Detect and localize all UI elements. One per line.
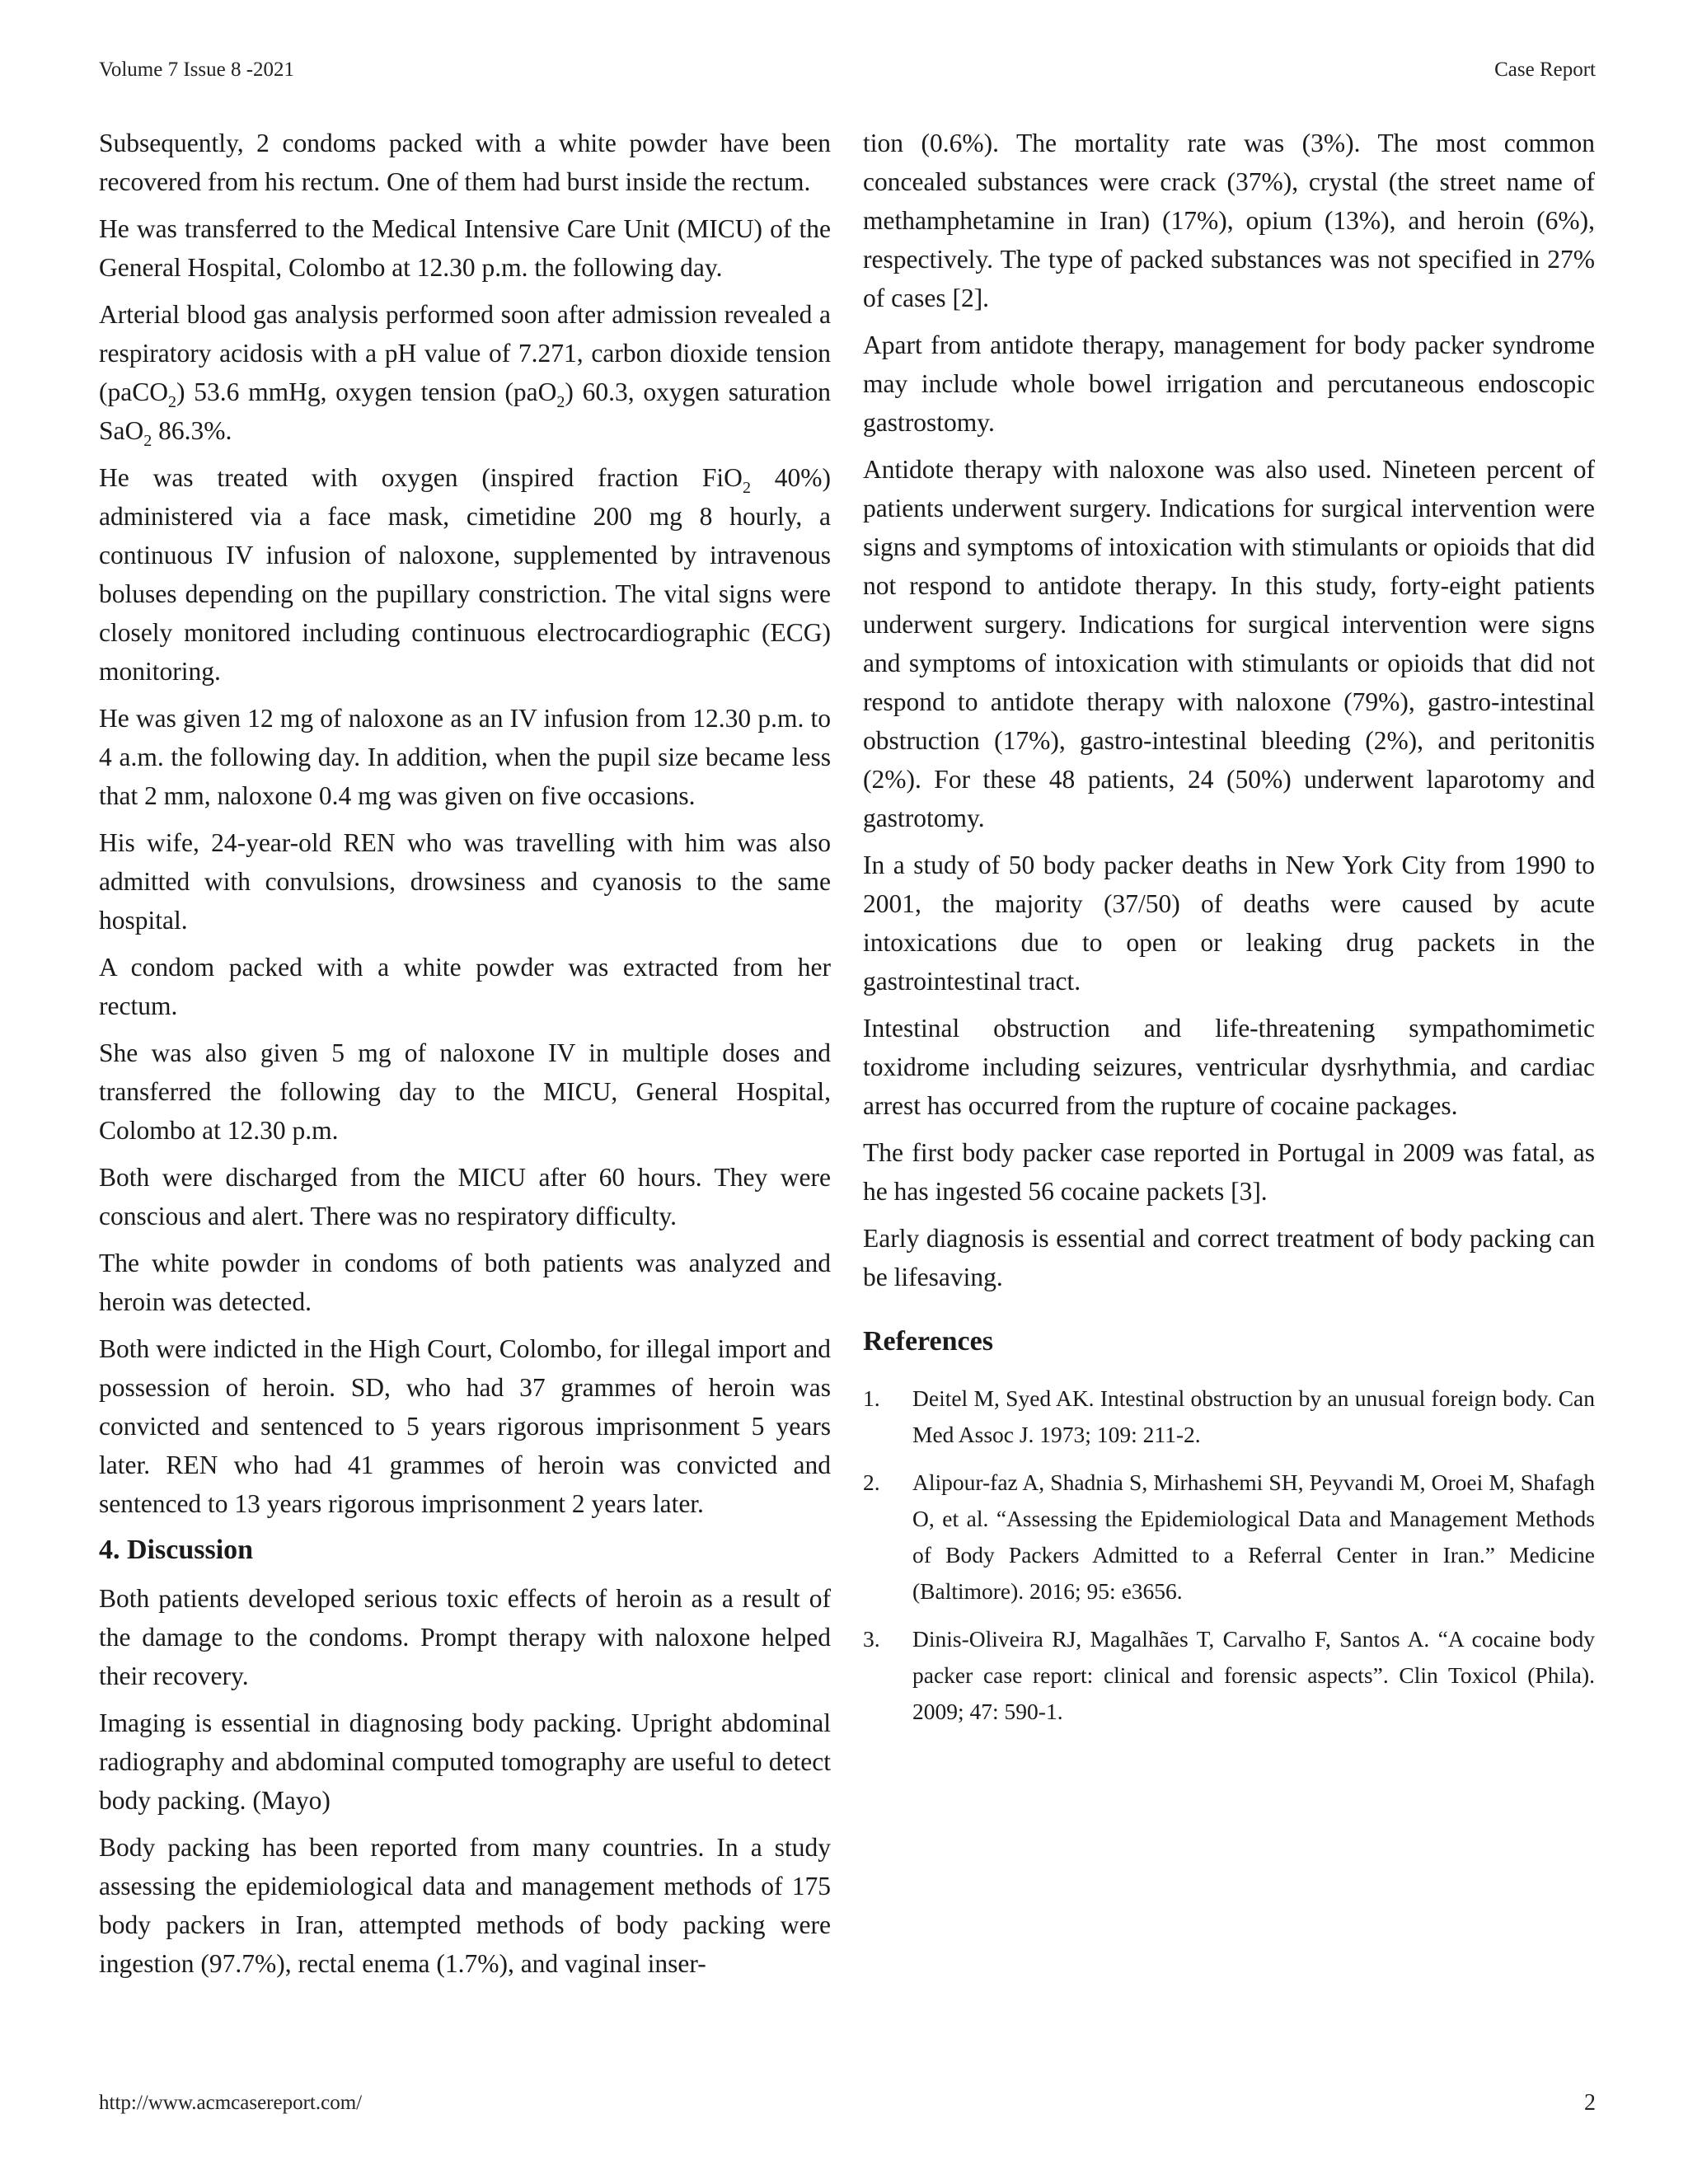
left-column: [99, 124, 831, 1991]
paragraph: A condom packed with a white powder was extracted from her rectum.: [99, 953, 831, 1020]
journal-url-link[interactable]: http://www.acmcasereport.com/: [99, 2092, 363, 2114]
paragraph: He was transferred to the Medical Intensive Care Unit (MICU) of the General Hospital, Colombo at 12.30 p.m. the following day.: [99, 214, 831, 282]
discussion-heading: 4. Discussion: [99, 1535, 254, 1565]
reference-item: [863, 1380, 1595, 1453]
reference-item: [863, 1621, 1595, 1730]
paragraph: Early diagnosis is essential and correct treatment of body packing can be lifesaving.: [863, 1224, 1595, 1291]
text-run: 86.3%.: [152, 416, 232, 445]
subscript: 2: [742, 479, 751, 497]
text-run: ) 53.6 mmHg, oxygen tension (paO: [176, 377, 557, 406]
text-run: Arterial blood gas analysis performed soon after admission revealed a respiratory acidosis with a pH value of 7.271, carbon dioxide tension (paCO: [99, 300, 831, 406]
journal-volume-issue: Volume 7 Issue 8 -2021: [99, 59, 295, 81]
paragraph: He was given 12 mg of naloxone as an IV infusion from 12.30 p.m. to 4 a.m. the following day. In addition, when the pupil size became less that 2 mm, naloxone 0.4 mg was given on five occasions.: [99, 704, 831, 810]
paragraph: Both patients developed serious toxic effects of heroin as a result of the damage to the condoms. Prompt therapy with naloxone helped their recovery.: [99, 1584, 831, 1690]
subscript: 2: [556, 393, 565, 411]
paragraph: In a study of 50 body packer deaths in New York City from 1990 to 2001, the majority (37/50) of deaths were caused by acute intoxications due to open or leaking drug packets in the gastrointestinal tract.: [863, 851, 1595, 996]
paragraph: His wife, 24-year-old REN who was travelling with him was also admitted with convulsions, drowsiness and cyanosis to the same hospital.: [99, 828, 831, 935]
subscript: 2: [143, 432, 152, 450]
text-run: He was treated with oxygen (inspired fraction FiO: [99, 463, 743, 492]
paragraph: tion (0.6%). The mortality rate was (3%). The most common concealed substances were crack (37%), crystal (the street name of methamphetamine in Iran) (17%), opium (13%), and heroin (6%), respectively. The type of packed substances was not specified in 27% of cases [2].: [863, 129, 1595, 312]
text-run: ) 60.3, oxygen saturation SaO: [99, 377, 832, 445]
paragraph: She was also given 5 mg of naloxone IV in multiple doses and transferred the following day to the MICU, General Hospital, Colombo at 12.30 p.m.: [99, 1038, 831, 1145]
paragraph: Imaging is essential in diagnosing body packing. Upright abdominal radiography and abdominal computed tomography are useful to detect body packing. (Mayo): [99, 1708, 831, 1815]
reference-number: 2.: [863, 1469, 880, 1495]
paragraph: Both were indicted in the High Court, Colombo, for illegal import and possession of heroin. SD, who had 37 grammes of heroin was convicted and sentenced to 5 years rigorous imprisonment 5 years later. REN who had 41 grammes of heroin was convicted and sentenced to 13 years rigorous imprisonment 2 years later.: [99, 1334, 831, 1518]
paragraph: The first body packer case reported in Portugal in 2009 was fatal, as he has ingested 56 cocaine packets [3].: [863, 1138, 1595, 1206]
text-run: 40%) administered via a face mask, cimetidine 200 mg 8 hourly, a continuous IV infusion of naloxone, supplemented by intravenous boluses depending on the pupillary constriction. The vital signs were closely monitored including continuous electrocardiographic (ECG) monitoring.: [99, 463, 832, 686]
paragraph: Apart from antidote therapy, management for body packer syndrome may include whole bowel irrigation and percutaneous endoscopic gastrostomy.: [863, 330, 1595, 437]
reference-text: Dinis-Oliveira RJ, Magalhães T, Carvalho F, Santos A. “A cocaine body packer case report: clinical and forensic aspects”. Clin Toxicol (Phila). 2009; 47: 590-1.: [912, 1626, 1595, 1724]
paragraph: Body packing has been reported from many countries. In a study assessing the epidemiological data and management methods of 175 body packers in Iran, attempted methods of body packing were ingestion (97.7%), rectal enema (1.7%), and vaginal inser-: [99, 1833, 831, 1978]
paragraph: Intestinal obstruction and life-threatening sympathomimetic toxidrome including seizures, ventricular dysrhythmia, and cardiac arrest has occurred from the rupture of cocaine packages.: [863, 1014, 1595, 1120]
reference-list: [863, 1380, 1595, 1730]
paragraph: Both were discharged from the MICU after 60 hours. They were conscious and alert. There was no respiratory difficulty.: [99, 1163, 831, 1230]
references-heading: References: [863, 1326, 993, 1357]
reference-item: [863, 1465, 1595, 1610]
subscript: 2: [167, 393, 176, 411]
page-number: 2: [1584, 2090, 1596, 2116]
right-column: [863, 124, 1595, 1741]
paragraph-blood-gas: [99, 295, 831, 450]
paragraph: Subsequently, 2 condoms packed with a white powder have been recovered from his rectum. One of them had burst inside the rectum.: [99, 129, 831, 196]
paragraph: Antidote therapy with naloxone was also used. Nineteen percent of patients underwent surgery. Indications for surgical intervention were signs and symptoms of intoxication with stimulants or opioids that did not respond to antidote therapy. In this study, forty-eight patients underwent surgery. Indications for surgical intervention were signs and symptoms of intoxication with stimulants or opioids that did not respond to antidote therapy with naloxone (79%), gastro-intestinal obstruction (17%), gastro-intestinal bleeding (2%), and peritonitis (2%). For these 48 patients, 24 (50%) underwent laparotomy and gastrotomy.: [863, 455, 1595, 832]
article-type: Case Report: [1494, 59, 1596, 81]
reference-number: 3.: [863, 1626, 880, 1652]
paragraph: The white powder in condoms of both patients was analyzed and heroin was detected.: [99, 1249, 831, 1316]
reference-number: 1.: [863, 1385, 880, 1411]
paragraph-treatment: [99, 458, 831, 691]
reference-text: Alipour-faz A, Shadnia S, Mirhashemi SH, Peyvandi M, Oroei M, Shafagh O, et al. “Assessing the Epidemiological Data and Management Methods of Body Packers Admitted to a Referral Center in Iran.” Medicine (Baltimore). 2016; 95: e3656.: [912, 1469, 1595, 1604]
reference-text: Deitel M, Syed AK. Intestinal obstruction by an unusual foreign body. Can Med Assoc J. 1973; 109: 211-2.: [912, 1385, 1595, 1447]
